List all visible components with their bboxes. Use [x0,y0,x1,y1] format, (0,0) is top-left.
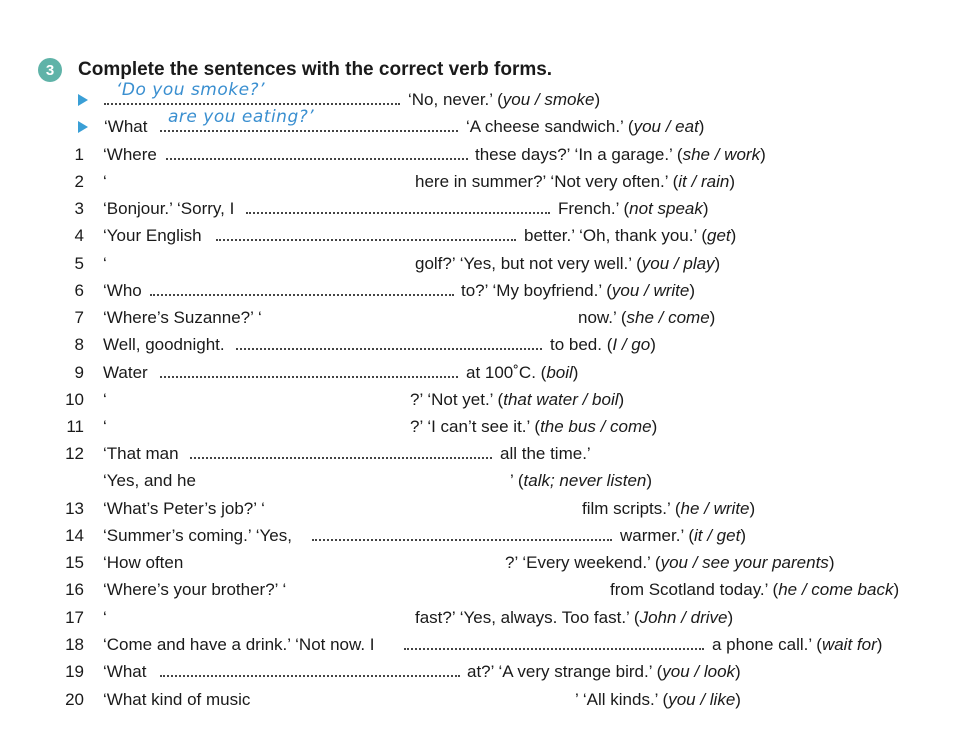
example-sentence: ‘No, never.’ (you / smoke) [408,90,601,109]
item-number: 17 [65,608,84,627]
sentence-start: Water [103,363,148,382]
item-number: 7 [74,308,84,327]
exercise-number-badge: 3 [38,58,62,82]
play-arrow-icon [78,94,88,106]
sentence-close: ) [702,199,709,218]
play-arrow-icon [78,121,88,133]
sentence-end [466,361,578,385]
verb-hint: you / play [641,254,715,273]
answer-blank[interactable] [246,212,550,214]
sentence-start: ‘Where’s Suzanne?’ ‘ [103,308,262,327]
exercise-item [0,469,979,493]
sentence-end-text: better.’ ‘Oh, thank you.’ ( [524,226,707,245]
sentence-end [467,660,741,684]
item-number: 20 [65,690,84,709]
sentence-end [500,442,591,466]
item-number: 4 [74,226,84,245]
sentence-end [582,497,755,521]
verb-hint: wait for [821,635,877,654]
exercise-item [0,442,979,466]
sentence-start: ‘What [103,662,147,681]
sentence-end-text: ?’ ‘Every weekend.’ ( [505,553,661,572]
verb-hint: he / come back [778,580,894,599]
item-number: 16 [65,580,84,599]
item-number: 18 [65,635,84,654]
sentence-close: ) [646,471,653,490]
sentence-close: ) [730,226,737,245]
answer-blank[interactable] [150,294,454,296]
sentence-end-text: ’ ‘All kinds.’ ( [575,690,669,709]
sentence-start: ‘Yes, and he [103,471,196,490]
sentence-end-text: at 100˚C. ( [466,363,547,382]
exercise-item [0,306,979,330]
exercise-item [0,606,979,630]
sentence-start: ‘Summer’s coming.’ ‘Yes, [103,526,292,545]
verb-hint: you / smoke [502,90,595,109]
sentence-start: Well, goodnight. [103,335,225,354]
item-number: 12 [65,444,84,463]
verb-hint: not speak [629,199,703,218]
sentence-start: ‘ [103,172,107,191]
item-number: 10 [65,390,84,409]
exercise-item [0,361,979,385]
verb-hint: she / come [626,308,710,327]
sentence-end [410,415,657,439]
sentence-end-text: to?’ ‘My boyfriend.’ ( [461,281,612,300]
sentence-close: ) [727,608,734,627]
exercise-item [0,224,979,248]
sentence-start: ‘ [103,390,107,409]
exercise-item [0,688,979,712]
sentence-end-text: ?’ ‘Not yet.’ ( [410,390,504,409]
sentence-end [410,388,624,412]
sentence-end [524,224,736,248]
sentence-end-text: French.’ ( [558,199,630,218]
answer-blank[interactable] [236,348,542,350]
answer-blank[interactable] [166,158,468,160]
item-number: 3 [74,199,84,218]
exercise-item [0,252,979,276]
example-row [0,107,979,139]
exercise-item [0,578,979,602]
answer-blank[interactable] [312,539,612,541]
sentence-end [505,551,834,575]
sentence-close: ) [572,363,579,382]
sentence-close: ) [729,172,735,191]
sentence-close: ) [651,417,658,436]
verb-hint: that water / boil [503,390,619,409]
sentence-end [620,524,746,548]
sentence-end-text: warmer.’ ( [620,526,694,545]
verb-hint: you / write [611,281,690,300]
verb-hint: you / like [668,690,736,709]
handwritten-answer: are you eating?’ [168,107,315,127]
sentence-end [558,197,709,221]
item-number: 13 [65,499,84,518]
item-number: 6 [74,281,84,300]
exercise-item [0,633,979,657]
sentence-close: ) [740,526,746,545]
verb-hint: talk; never listen [523,471,647,490]
example-start: ‘What [104,117,148,136]
verb-hint: it / rain [678,172,730,191]
verb-hint: you / eat [633,117,699,136]
example-row [0,80,979,112]
sentence-end-text: these days?’ ‘In a garage.’ ( [475,145,683,164]
verb-hint: get [707,226,731,245]
verb-hint: she / work [682,145,761,164]
sentence-end [510,469,652,493]
sentence-end [712,633,882,657]
sentence-end-text: ?’ ‘I can’t see it.’ ( [410,417,541,436]
sentence-end-text: all the time.’ [500,444,591,463]
sentence-start: ‘Where [103,145,157,164]
sentence-start: ‘How often [103,553,184,572]
sentence-end-text: here in summer?’ ‘Not very often.’ ( [415,172,679,191]
sentence-start: ‘ [103,254,107,273]
sentence-end-text: golf?’ ‘Yes, but not very well.’ ( [415,254,642,273]
item-number: 11 [66,417,84,436]
exercise-title: Complete the sentences with the correct verb forms. [78,59,553,80]
answer-blank[interactable] [160,130,458,132]
sentence-close: ) [709,308,716,327]
exercise-item [0,497,979,521]
exercise-item [0,279,979,303]
sentence-end-text: fast?’ ‘Yes, always. Too fast.’ ( [415,608,640,627]
verb-hint: boil [546,363,573,382]
sentence-close: ) [828,553,835,572]
sentence-end-text: film scripts.’ ( [582,499,681,518]
item-number: 5 [74,254,84,273]
verb-hint: you / look [662,662,736,681]
item-number: 19 [65,662,84,681]
sentence-end-text: ’ ( [510,471,524,490]
sentence-close: ) [760,145,766,164]
exercise-item [0,333,979,357]
sentence-close: ) [893,580,900,599]
sentence-start: ‘What kind of music [103,690,251,709]
sentence-end [475,143,766,167]
sentence-start: ‘Bonjour.’ ‘Sorry, I [103,199,235,218]
answer-blank[interactable] [216,239,516,241]
exercise-item [0,660,979,684]
exercise-item [0,415,979,439]
sentence-start: ‘ [103,417,107,436]
answer-blank[interactable] [160,675,460,677]
example-sentence: ‘A cheese sandwich.’ (you / eat) [466,117,705,136]
exercise-item [0,388,979,412]
sentence-end-text: from Scotland today.’ ( [610,580,779,599]
sentence-end-text: a phone call.’ ( [712,635,822,654]
sentence-end [578,306,715,330]
sentence-end-text: to bed. ( [550,335,613,354]
exercise-item [0,170,979,194]
sentence-end [415,252,720,276]
sentence-end [415,606,733,630]
sentence-start: ‘Come and have a drink.’ ‘Not now. I [103,635,375,654]
sentence-close: ) [749,499,756,518]
sentence-close: ) [876,635,883,654]
sentence-start: ‘Your English [103,226,202,245]
item-number: 15 [65,553,84,572]
answer-blank[interactable] [160,376,458,378]
item-number: 1 [74,145,84,164]
answer-blank[interactable] [190,457,492,459]
item-number: 2 [74,172,84,191]
verb-hint: the bus / come [540,417,652,436]
exercise-item [0,197,979,221]
sentence-close: ) [735,662,741,681]
item-number: 14 [65,526,84,545]
sentence-start: ‘That man [103,444,179,463]
answer-blank[interactable] [404,648,704,650]
sentence-end [610,578,899,602]
sentence-close: ) [735,690,741,709]
sentence-start: ‘ [103,608,107,627]
sentence-close: ) [714,254,721,273]
verb-hint: he / write [680,499,750,518]
exercise-item [0,551,979,575]
answer-blank[interactable] [104,103,400,105]
sentence-end-text: at?’ ‘A very strange bird.’ ( [467,662,663,681]
sentence-end [461,279,695,303]
sentence-start: ‘What’s Peter’s job?’ ‘ [103,499,265,518]
sentence-close: ) [689,281,696,300]
sentence-start: ‘Where’s your brother?’ ‘ [103,580,287,599]
verb-hint: I / go [612,335,651,354]
sentence-end [575,688,741,712]
sentence-end [415,170,735,194]
item-number: 9 [74,363,84,382]
sentence-start: ‘Who [103,281,142,300]
exercise-item [0,143,979,167]
exercise-item [0,524,979,548]
item-number: 8 [74,335,84,354]
verb-hint: it / get [694,526,741,545]
verb-hint: John / drive [639,608,728,627]
sentence-close: ) [650,335,656,354]
verb-hint: you / see your parents [660,553,829,572]
sentence-end-text: now.’ ( [578,308,627,327]
handwritten-answer: ‘Do you smoke?’ [116,80,265,100]
sentence-close: ) [618,390,625,409]
sentence-end [550,333,656,357]
